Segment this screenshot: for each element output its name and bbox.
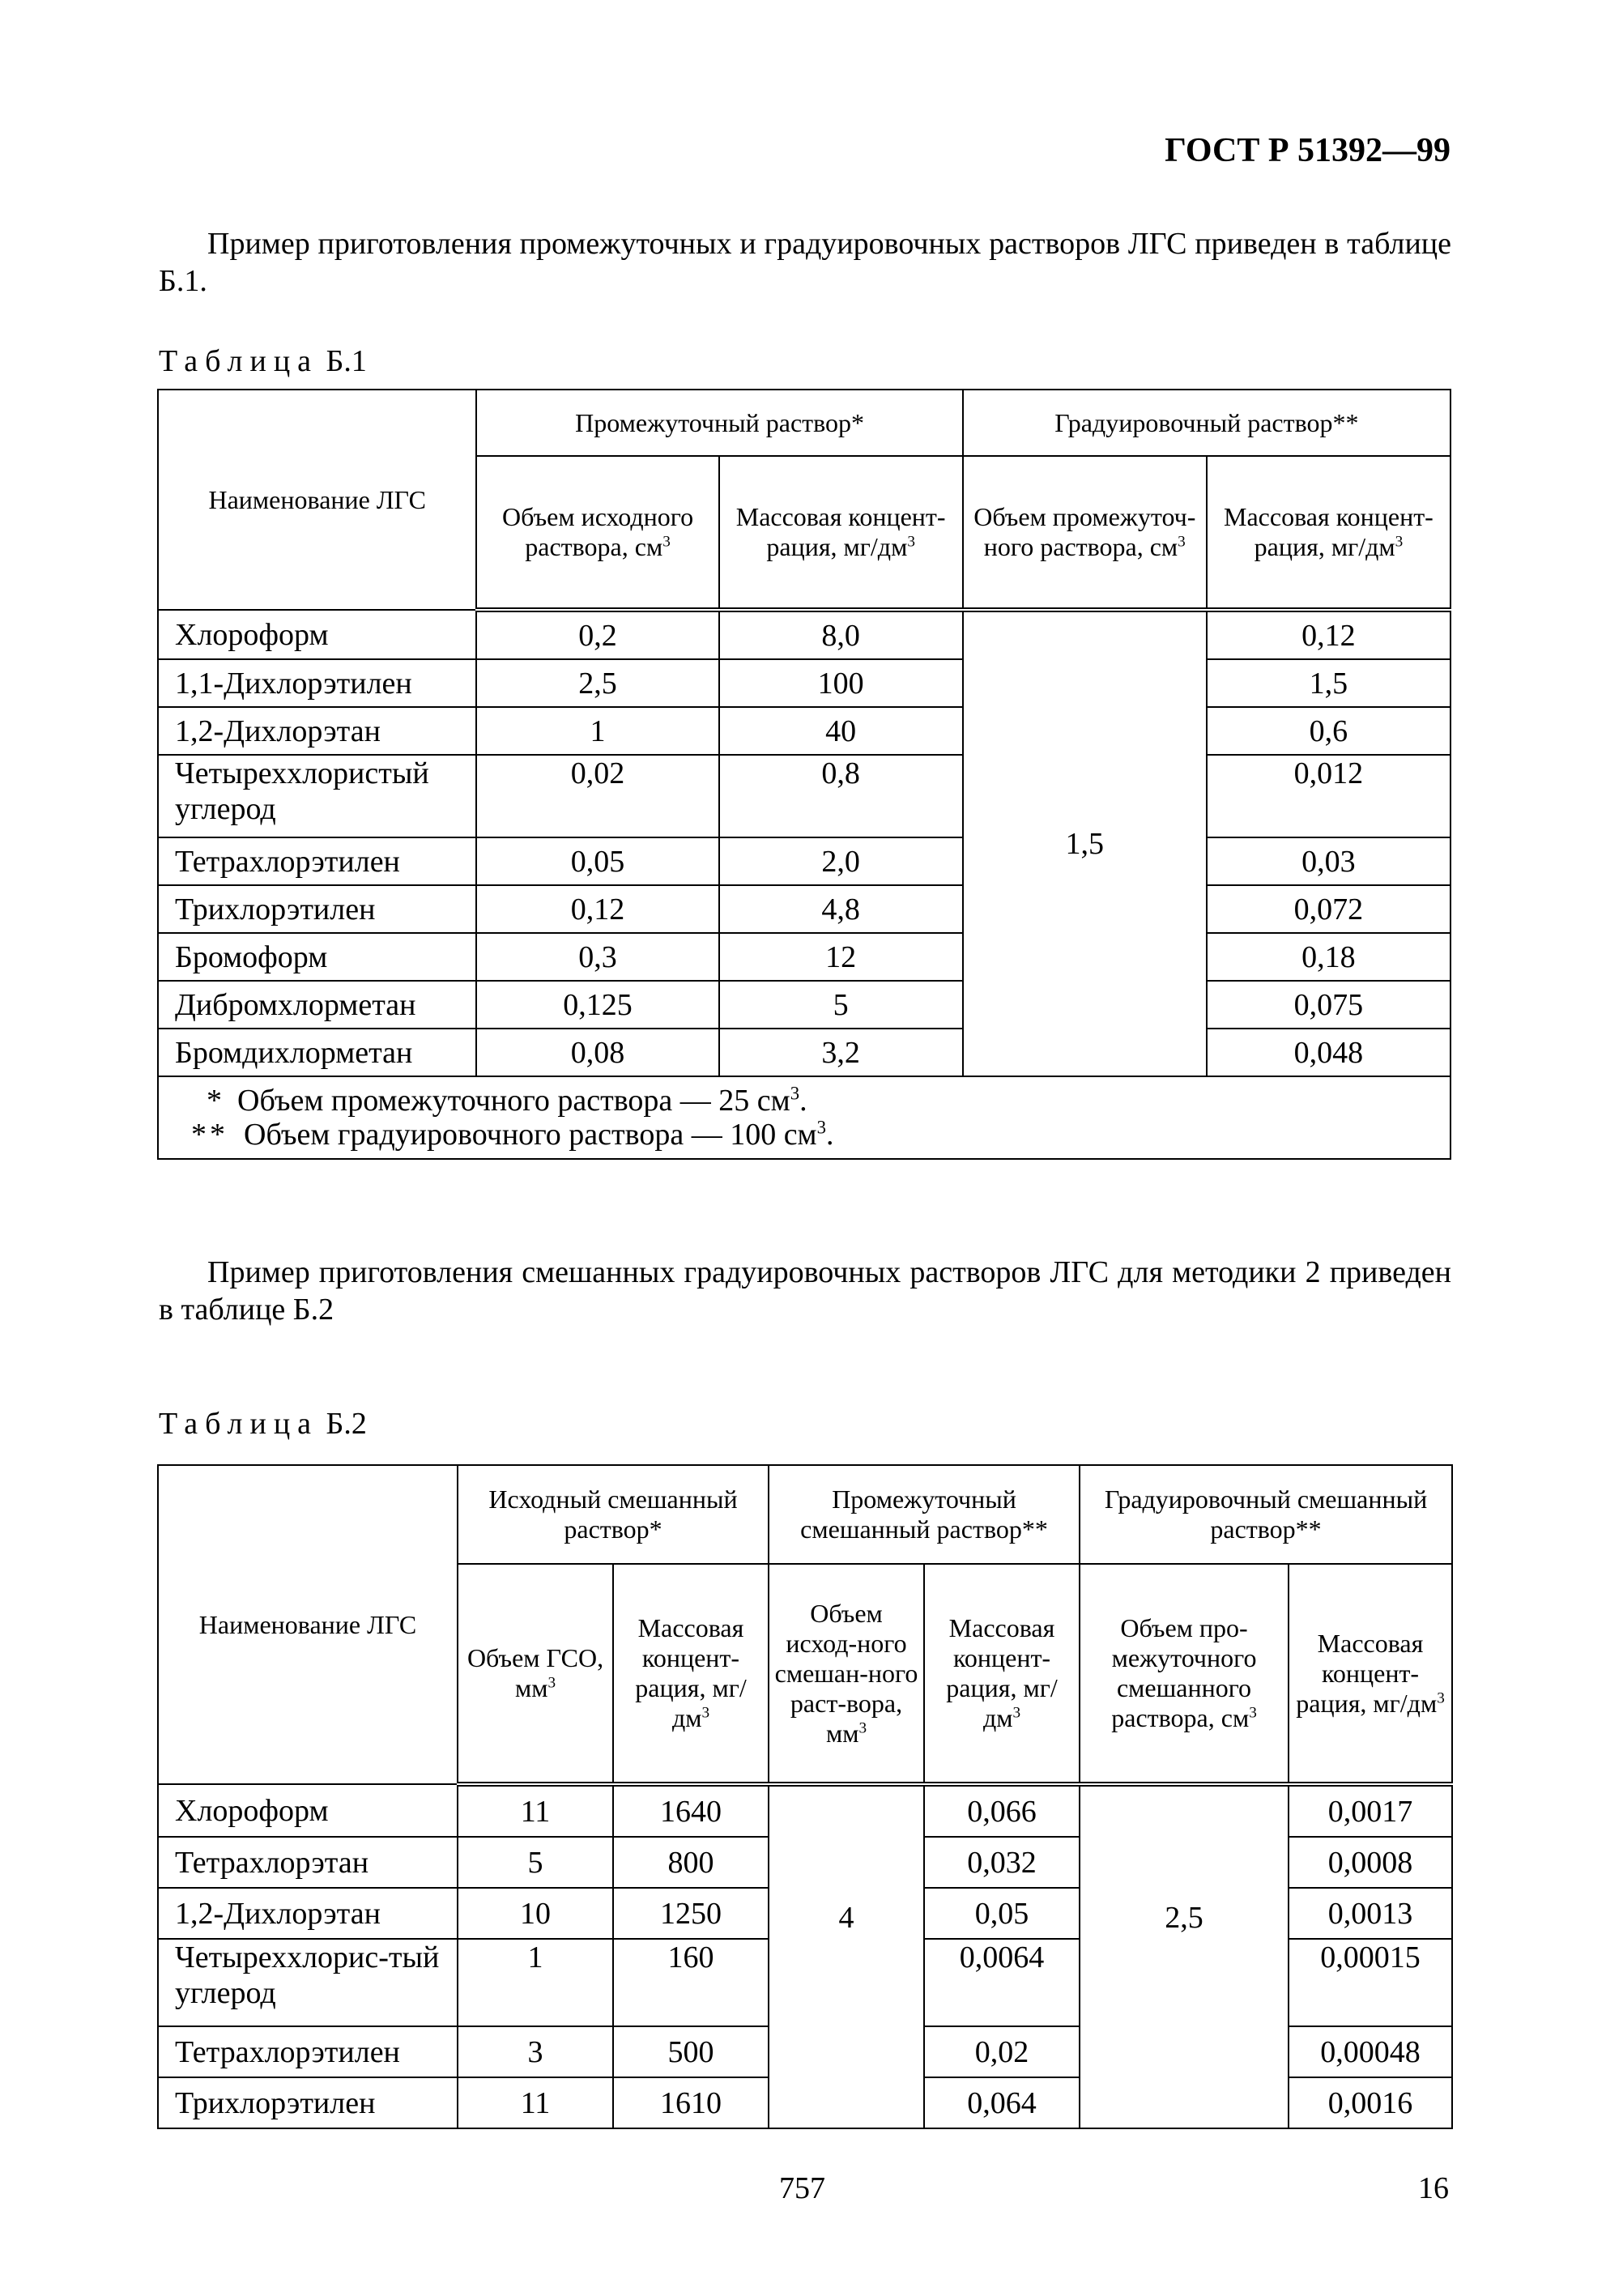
header-mass-concentration: Массовая концент-рация, $мг/дм^3$	[719, 456, 963, 610]
cell-concentration: 800	[613, 1837, 769, 1888]
cell-calibration-concentration: 0,0008	[1289, 1837, 1452, 1888]
footnote-2: ** Объем градуировочного раствора — 100 $см^3$.	[191, 1117, 834, 1152]
cell-concentration: 5	[719, 981, 963, 1029]
table-b1	[157, 389, 1451, 1160]
table-row	[158, 885, 1451, 933]
header-source-mixed-solution: Исходный смешанный раствор*	[458, 1465, 769, 1564]
table-b2	[157, 1464, 1453, 2129]
cell-volume: 0,02	[476, 755, 718, 837]
cell-name: Четыреххлористый углерод	[158, 755, 476, 837]
page-number: 757	[779, 2171, 825, 2205]
sheet-number: 16	[1418, 2171, 1449, 2205]
table-row	[158, 707, 1451, 755]
cell-gso-volume: 1	[458, 1939, 613, 2026]
cell-concentration: 1250	[613, 1888, 769, 1939]
table-row	[158, 933, 1451, 981]
cell-name: Бромдихлорметан	[158, 1029, 476, 1076]
cell-volume: 1	[476, 707, 718, 755]
cell-concentration: 0,8	[719, 755, 963, 837]
cell-shared-source-volume: 4	[769, 1784, 924, 2128]
table-row	[158, 837, 1451, 885]
footnote-1: * Объем промежуточного раствора — 25 $см^3$.	[207, 1083, 807, 1118]
cell-concentration: 2,0	[719, 837, 963, 885]
cell-name: Бромоформ	[158, 933, 476, 981]
cell-shared-intermediate-volume: 2,5	[1080, 1784, 1289, 2128]
cell-intermediate-concentration: 0,02	[924, 2026, 1080, 2077]
header-mass-concentration: Массовая концент-рация, $мг/дм^3$	[613, 1564, 769, 1784]
cell-volume: 0,05	[476, 837, 718, 885]
cell-concentration: 100	[719, 659, 963, 707]
cell-gso-volume: 11	[458, 2077, 613, 2128]
cell-calibration-concentration: 0,072	[1207, 885, 1451, 933]
table-caption-id: Б.2	[326, 1407, 367, 1441]
document-code: ГОСТ Р 51392—99	[1165, 132, 1451, 169]
cell-calibration-concentration: 0,0016	[1289, 2077, 1452, 2128]
cell-concentration: 8,0	[719, 610, 963, 659]
cell-shared-volume: 1,5	[963, 610, 1207, 1076]
cell-concentration: 1640	[613, 1784, 769, 1837]
cell-calibration-concentration: 0,12	[1207, 610, 1451, 659]
cell-calibration-concentration: 0,03	[1207, 837, 1451, 885]
table-row	[158, 610, 1451, 659]
cell-calibration-concentration: 0,0017	[1289, 1784, 1452, 1837]
cell-calibration-concentration: 0,18	[1207, 933, 1451, 981]
cell-name: Трихлорэтилен	[158, 885, 476, 933]
cell-name: Четыреххлорис-тый углерод	[158, 1939, 458, 2026]
cell-name: Тетрахлорэтилен	[158, 2026, 458, 2077]
cell-concentration: 12	[719, 933, 963, 981]
table-footnotes-row	[158, 1076, 1451, 1159]
paragraph-intro-table-b2: Пример приготовления смешанных градуировочных растворов ЛГС для методики 2 приведен в таблице Б.2	[159, 1255, 1451, 1327]
header-source-mixed-volume: Объем исход-ного смешан-ного раст-вора, $мм^3$	[769, 1564, 924, 1784]
header-name: Наименование ЛГС	[158, 390, 476, 610]
header-intermediate-solution: Промежуточный раствор*	[476, 390, 962, 456]
header-mass-concentration: Массовая концент-рация, $мг/дм^3$	[1289, 1564, 1452, 1784]
paragraph-intro-table-b1: Пример приготовления промежуточных и градуировочных растворов ЛГС приведен в таблице Б.1.	[159, 227, 1451, 298]
cell-intermediate-concentration: 0,05	[924, 1888, 1080, 1939]
header-mass-concentration: Массовая концент-рация, $мг/дм^3$	[1207, 456, 1451, 610]
cell-calibration-concentration: 0,00015	[1289, 1939, 1452, 2026]
cell-intermediate-concentration: 0,066	[924, 1784, 1080, 1837]
cell-name: 1,1-Дихлорэтилен	[158, 659, 476, 707]
table-caption-word: Таблица	[159, 344, 319, 378]
cell-concentration: 4,8	[719, 885, 963, 933]
cell-intermediate-concentration: 0,064	[924, 2077, 1080, 2128]
header-intermediate-mixed-solution: Промежуточный смешанный раствор**	[769, 1465, 1080, 1564]
header-name: Наименование ЛГС	[158, 1465, 458, 1784]
cell-gso-volume: 11	[458, 1784, 613, 1837]
table-caption-id: Б.1	[326, 344, 367, 378]
cell-calibration-concentration: 0,075	[1207, 981, 1451, 1029]
cell-calibration-concentration: 0,00048	[1289, 2026, 1452, 2077]
cell-volume: 0,08	[476, 1029, 718, 1076]
cell-calibration-concentration: 0,6	[1207, 707, 1451, 755]
cell-name: Тетрахлорэтилен	[158, 837, 476, 885]
cell-concentration: 40	[719, 707, 963, 755]
table-b1-caption	[159, 343, 367, 379]
cell-volume: 0,125	[476, 981, 718, 1029]
cell-concentration: 160	[613, 1939, 769, 2026]
table-b2-caption	[159, 1406, 367, 1442]
cell-volume: 0,2	[476, 610, 718, 659]
cell-volume: 0,12	[476, 885, 718, 933]
table-row	[158, 755, 1451, 837]
cell-name: 1,2-Дихлорэтан	[158, 707, 476, 755]
header-mass-concentration: Массовая концент-рация, $мг/дм^3$	[924, 1564, 1080, 1784]
cell-name: 1,2-Дихлорэтан	[158, 1888, 458, 1939]
table-row	[158, 1784, 1452, 1837]
cell-name: Дибромхлорметан	[158, 981, 476, 1029]
table-row	[158, 981, 1451, 1029]
header-intermediate-mixed-volume: Объем про-межуточного смешанного раствора, $см^3$	[1080, 1564, 1289, 1784]
cell-name: Хлороформ	[158, 1784, 458, 1837]
table-caption-word: Таблица	[159, 1407, 319, 1441]
cell-name: Трихлорэтилен	[158, 2077, 458, 2128]
cell-concentration: 3,2	[719, 1029, 963, 1076]
cell-concentration: 1610	[613, 2077, 769, 2128]
header-intermediate-volume: Объем промежуточ-ного раствора, $см^3$	[963, 456, 1207, 610]
cell-intermediate-concentration: 0,0064	[924, 1939, 1080, 2026]
table-row	[158, 659, 1451, 707]
cell-name: Хлороформ	[158, 610, 476, 659]
cell-intermediate-concentration: 0,032	[924, 1837, 1080, 1888]
cell-volume: 2,5	[476, 659, 718, 707]
cell-calibration-concentration: 0,048	[1207, 1029, 1451, 1076]
table-row	[158, 1029, 1451, 1076]
cell-gso-volume: 3	[458, 2026, 613, 2077]
cell-calibration-concentration: 0,0013	[1289, 1888, 1452, 1939]
cell-gso-volume: 10	[458, 1888, 613, 1939]
table-footnotes	[158, 1076, 1451, 1159]
cell-calibration-concentration: 1,5	[1207, 659, 1451, 707]
cell-gso-volume: 5	[458, 1837, 613, 1888]
cell-name: Тетрахлорэтан	[158, 1837, 458, 1888]
header-calibration-mixed-solution: Градуировочный смешанный раствор**	[1080, 1465, 1452, 1564]
cell-concentration: 500	[613, 2026, 769, 2077]
header-gso-volume: Объем ГСО, $мм^3$	[458, 1564, 613, 1784]
header-calibration-solution: Градуировочный раствор**	[963, 390, 1451, 456]
cell-calibration-concentration: 0,012	[1207, 755, 1451, 837]
header-source-volume: Объем исходного раствора, $см^3$	[476, 456, 718, 610]
cell-volume: 0,3	[476, 933, 718, 981]
